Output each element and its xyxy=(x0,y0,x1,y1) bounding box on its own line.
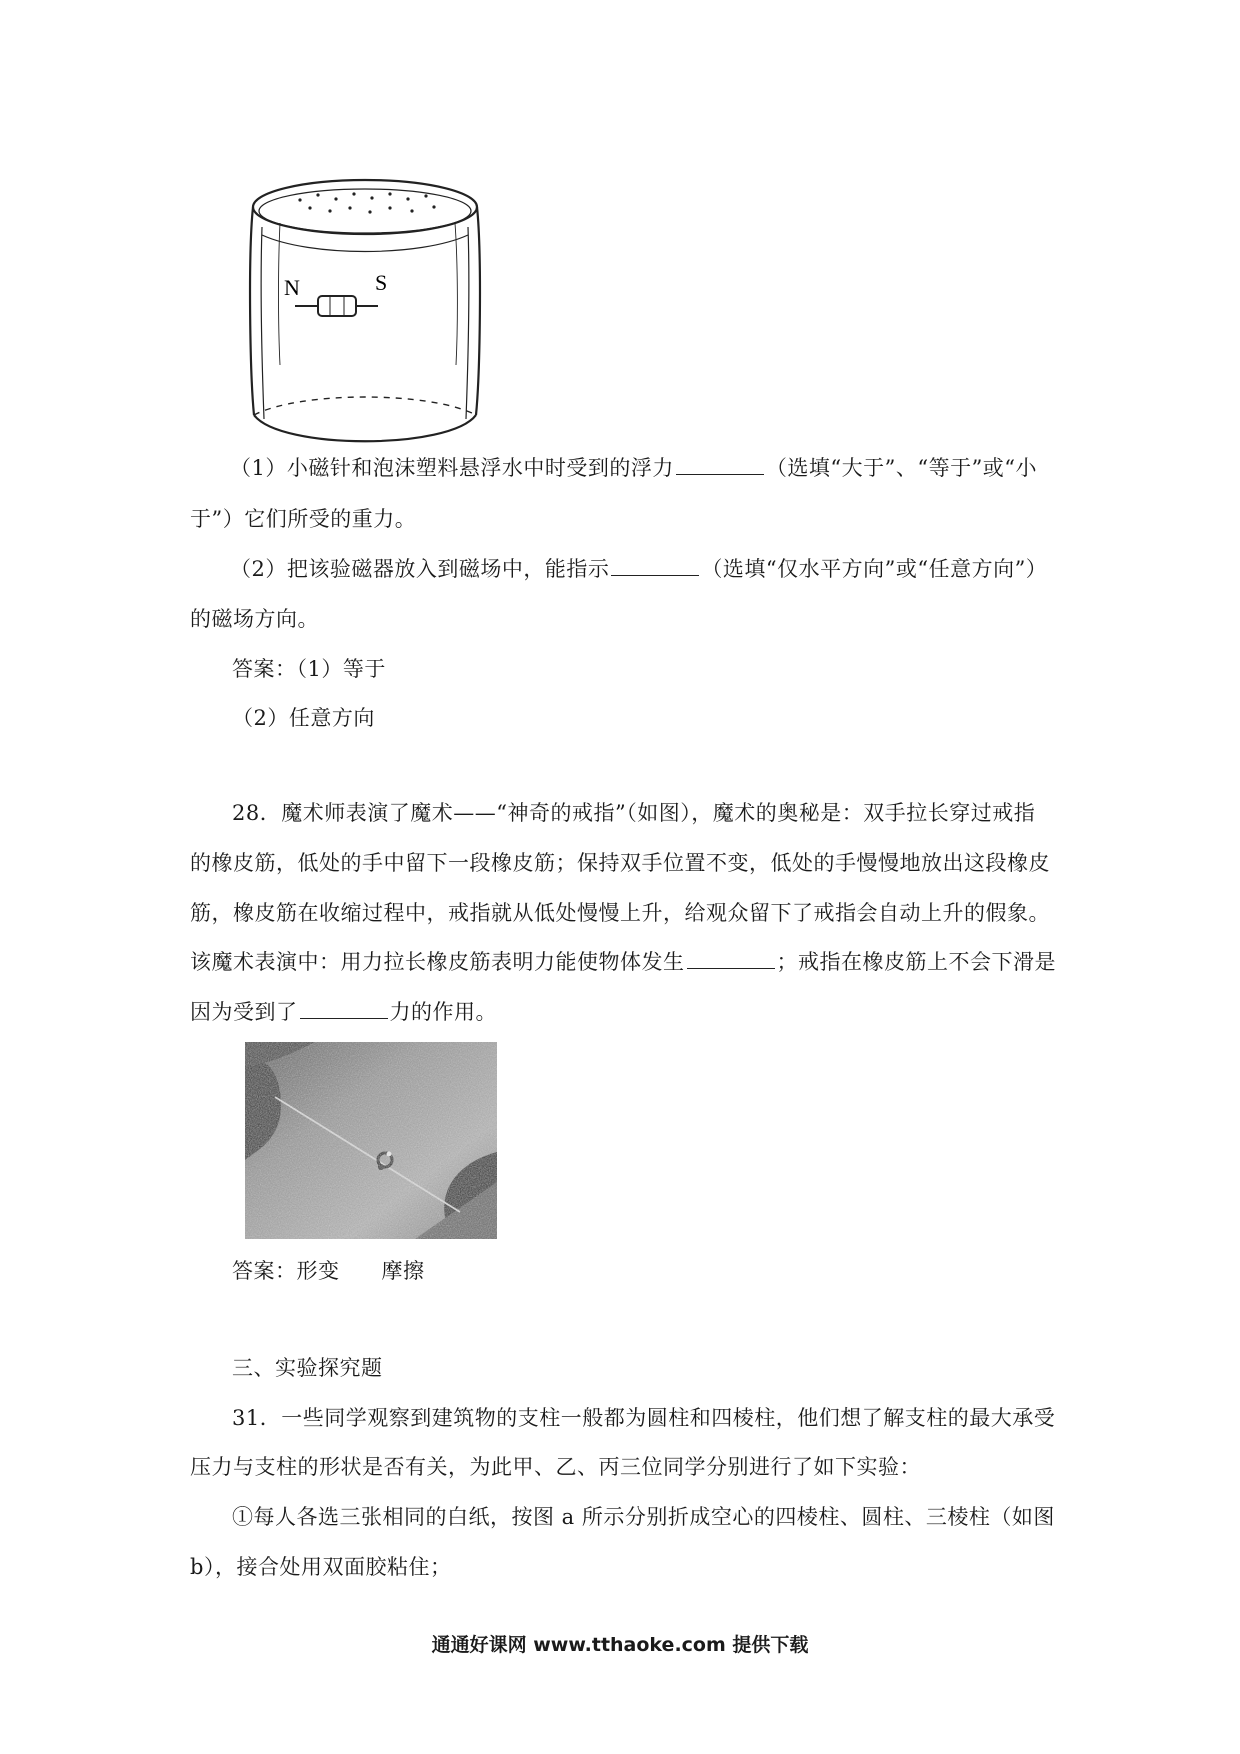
section-title: 三、实验探究题 xyxy=(232,1356,383,1380)
fill-blank[interactable] xyxy=(687,950,775,969)
label-s: S xyxy=(375,270,388,295)
q28-line1: 28．魔术师表演了魔术——“神奇的戒指”（如图），魔术的奥秘是：双手拉长穿过戒指 xyxy=(232,801,1036,825)
magic-ring-photo xyxy=(245,1042,497,1239)
q27-part1-line1: （1）小磁针和泡沫塑料悬浮水中时受到的浮力 （选填“大于”、“等于”或“小 xyxy=(230,456,1038,480)
q31-line4: b），接合处用双面胶粘住； xyxy=(190,1555,452,1579)
fill-blank[interactable] xyxy=(676,456,764,475)
q27-part1-line2: 于”）它们所受的重力。 xyxy=(190,507,417,531)
q27-part2-line1: （2）把该验磁器放入到磁场中，能指示 （选填“仅水平方向”或“任意方向”） xyxy=(230,557,1048,581)
q27-part2-line2: 的磁场方向。 xyxy=(190,607,319,631)
q27-answer-line2: （2）任意方向 xyxy=(232,706,375,730)
water-surface-dots xyxy=(298,192,435,213)
label-n: N xyxy=(284,275,300,300)
cylinder-magnet-figure xyxy=(240,175,490,450)
q31-line1: 31．一些同学观察到建筑物的支柱一般都为圆柱和四棱柱，他们想了解支柱的最大承受 xyxy=(232,1406,1056,1430)
q28-line2: 的橡皮筋，低处的手中留下一段橡皮筋；保持双手位置不变，低处的手慢慢地放出这段橡皮 xyxy=(190,851,1050,875)
jar-left-wall xyxy=(250,207,254,415)
magnet-needle xyxy=(295,296,378,316)
fill-blank[interactable] xyxy=(300,1000,388,1019)
fill-blank[interactable] xyxy=(611,557,699,576)
q31-line3: ①每人各选三张相同的白纸，按图 a 所示分别折成空心的四棱柱、圆柱、三棱柱（如图 xyxy=(232,1505,1055,1529)
q28-line5: 因为受到了 力的作用。 xyxy=(190,1000,497,1024)
q28-line3: 筋，橡皮筋在收缩过程中，戒指就从低处慢慢上升，给观众留下了戒指会自动上升的假象。 xyxy=(190,901,1050,925)
q28-answer: 答案：形变 摩擦 xyxy=(232,1259,425,1283)
q28-line4: 该魔术表演中：用力拉长橡皮筋表明力能使物体发生 ；戒指在橡皮筋上不会下滑是 xyxy=(190,950,1056,974)
jar-right-wall xyxy=(476,207,480,415)
q27-answer-line1: 答案：（1）等于 xyxy=(232,657,386,681)
footer-credit: 通通好课网 www.tthaoke.com 提供下载 xyxy=(431,1634,809,1656)
jar-bottom-rim xyxy=(254,415,476,441)
q31-line2: 压力与支柱的形状是否有关，为此甲、乙、丙三位同学分别进行了如下实验： xyxy=(190,1455,921,1479)
